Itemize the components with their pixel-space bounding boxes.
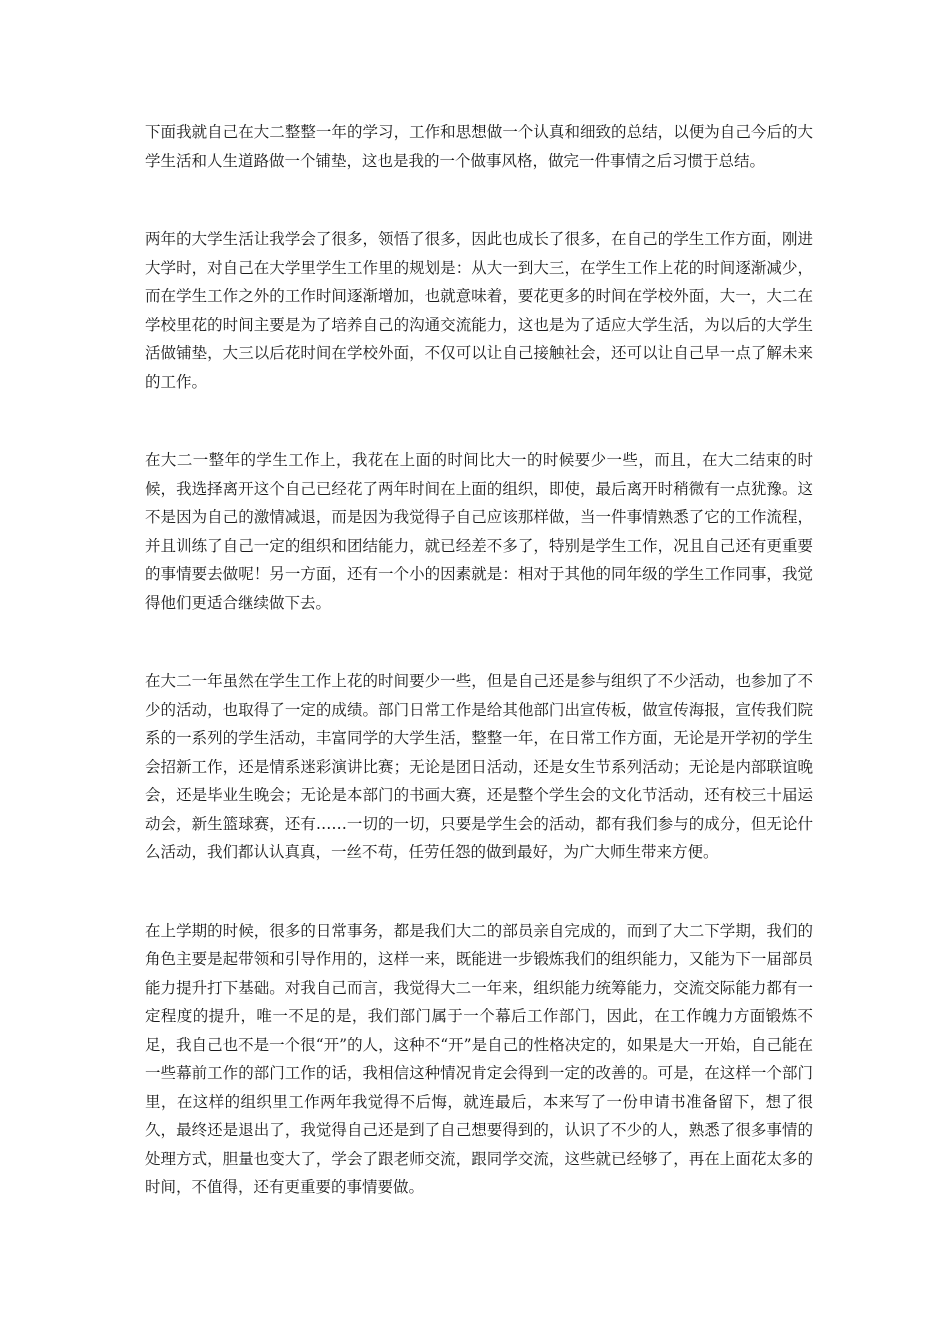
paragraph-5: 在上学期的时候，很多的日常事务，都是我们大二的部员亲自完成的，而到了大二下学期，我们的角色主要是起带领和引导作用的，这样一来，既能进一步锻炼我们的组织能力，又能为下一届部员能力提升打下基础。对我自己而言，我觉得大二一年来，组织能力统筹能力，交流交际能力都有一定程度的提升，唯一不足的是，我们部门属于一个幕后工作部门，因此，在工作魄力方面锻炼不足，我自己也不是一个很“开”的人，这种不“开”是自己的性格决定的，如果是大一开始，自己能在一些幕前工作的部门工作的话，我相信这种情况肯定会得到一定的改善的。可是，在这样一个部门里，在这样的组织里工作两年我觉得不后悔，就连最后，本来写了一份申请书准备留下，想了很久，最终还是退出了，我觉得自己还是到了自己想要得到的，认识了不少的人，熟悉了很多事情的处理方式，胆量也变大了，学会了跟老师交流，跟同学交流，这些就已经够了，再在上面花太多的时间，不值得，还有更重要的事情要做。 — [145, 921, 813, 1196]
paragraph-2: 两年的大学生活让我学会了很多，领悟了很多，因此也成长了很多，在自己的学生工作方面，刚进大学时，对自己在大学里学生工作里的规划是：从大一到大三，在学生工作上花的时间逐渐减少，而在学生工作之外的工作时间逐渐增加，也就意味着，要花更多的时间在学校外面，大一，大二在学校里花的时间主要是为了培养自己的沟通交流能力，这也是为了适应大学生活，为以后的大学生活做铺垫，大三以后花时间在学校外面，不仅可以让自己接触社会，还可以让自己早一点了解未来的工作。 — [145, 230, 813, 391]
paragraph-1: 下面我就自己在大二整整一年的学习，工作和思想做一个认真和细致的总结，以便为自己今后的大学生活和人生道路做一个铺垫，这也是我的一个做事风格，做完一件事情之后习惯于总结。 — [145, 123, 813, 170]
paragraph-4: 在大二一年虽然在学生工作上花的时间要少一些，但是自己还是参与组织了不少活动，也参加了不少的活动，也取得了一定的成绩。部门日常工作是给其他部门出宣传板，做宣传海报，宣传我们院系的一系列的学生活动，丰富同学的大学生活，整整一年，在日常工作方面，无论是开学初的学生会招新工作，还是情系迷彩演讲比赛；无论是团日活动，还是女生节系列活动；无论是内部联谊晚会，还是毕业生晚会；无论是本部门的书画大赛，还是整个学生会的文化节活动，还有校三十届运动会，新生篮球赛，还有……一切的一切，只要是学生会的活动，都有我们参与的成分，但无论什么活动，我们都认认真真，一丝不苟，任劳任怨的做到最好，为广大师生带来方便。 — [145, 672, 813, 861]
paragraph-3: 在大二一整年的学生工作上，我花在上面的时间比大一的时候要少一些，而且，在大二结束的时候，我选择离开这个自己已经花了两年时间在上面的组织，即使，最后离开时稍微有一点犹豫。这不是因为自己的激情减退，而是因为我觉得子自己应该那样做，当一件事情熟悉了它的工作流程，并且训练了自己一定的组织和团结能力，就已经差不多了，特别是学生工作，况且自己还有更重要的事情要去做呢！另一方面，还有一个小的因素就是：相对于其他的同年级的学生工作同事，我觉得他们更适合继续做下去。 — [145, 451, 813, 612]
document-body — [145, 118, 813, 1202]
